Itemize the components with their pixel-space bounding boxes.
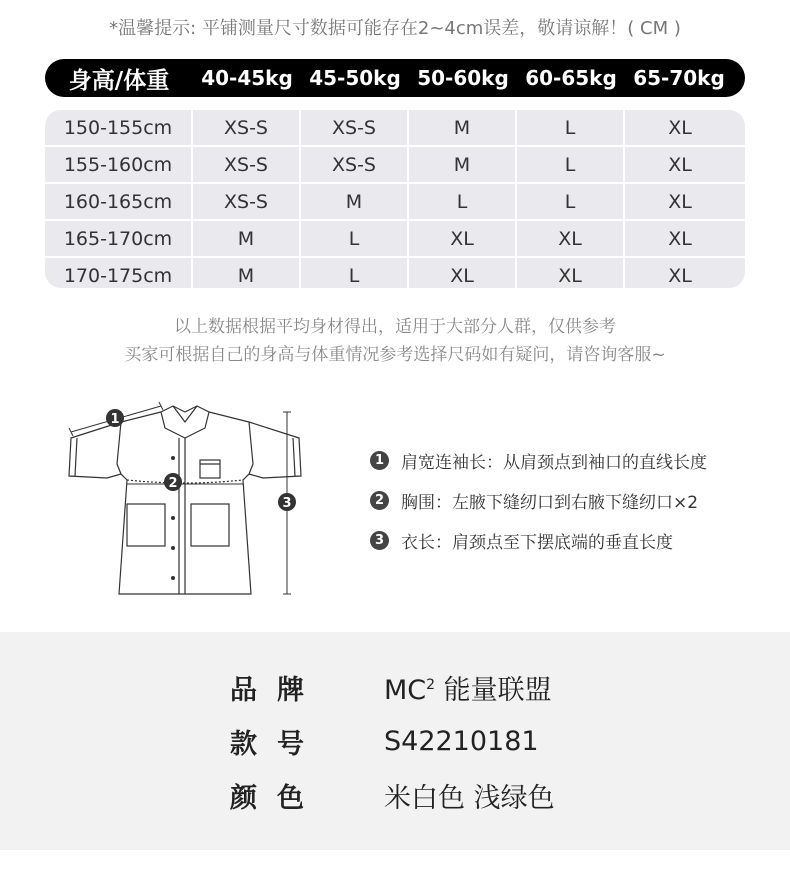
- row-height: 160-165cm: [45, 184, 193, 219]
- legend-text: 衣长：肩颈点至下摆底端的垂直长度: [401, 532, 673, 553]
- size-cell: M: [409, 147, 517, 182]
- size-cell: XL: [409, 258, 517, 288]
- size-cell: XS-S: [301, 110, 409, 145]
- legend-item: [370, 440, 707, 480]
- row-height: 170-175cm: [45, 258, 193, 288]
- size-chart-header: [45, 59, 745, 97]
- legend-text: 胸围：左腋下缝纫口到右腋下缝纫口×2: [401, 492, 699, 513]
- brand-row: [0, 662, 790, 712]
- svg-text:1: 1: [110, 412, 120, 427]
- table-row: [45, 110, 745, 147]
- size-cell: M: [409, 110, 517, 145]
- row-height: 155-160cm: [45, 147, 193, 182]
- svg-text:2: 2: [168, 476, 178, 491]
- legend-number: 3: [370, 531, 389, 550]
- size-cell: XL: [668, 153, 692, 176]
- header-weight: 65-70kg: [633, 66, 725, 90]
- product-info-panel: [0, 632, 790, 850]
- svg-text:3: 3: [282, 496, 292, 511]
- marker-3: [278, 493, 296, 511]
- legend-number: 1: [370, 451, 389, 470]
- size-cell: XS-S: [193, 147, 301, 182]
- model-value: S42210181: [384, 725, 539, 757]
- size-cell: L: [517, 184, 625, 219]
- table-row: [45, 184, 745, 221]
- size-cell: XS-S: [193, 184, 301, 219]
- row-height: 150-155cm: [45, 110, 193, 145]
- legend-number: 2: [370, 491, 389, 510]
- size-cell: M: [193, 258, 301, 288]
- marker-1: [106, 409, 124, 427]
- size-cell: XS-S: [193, 110, 301, 145]
- color-row: [0, 770, 790, 820]
- table-row: [45, 221, 745, 258]
- header-height-weight: 身高/体重: [68, 67, 170, 94]
- size-cell: L: [301, 221, 409, 256]
- size-cell: XL: [668, 116, 692, 139]
- size-cell: XL: [668, 227, 692, 250]
- garment-measurement-diagram: [55, 398, 315, 603]
- legend-item: [370, 480, 707, 520]
- header-weight: 40-45kg: [201, 66, 293, 90]
- size-cell: XS-S: [301, 147, 409, 182]
- table-row: [45, 147, 745, 184]
- size-chart-table: [45, 110, 745, 288]
- size-cell: XL: [409, 221, 517, 256]
- size-cell: L: [301, 258, 409, 288]
- table-row: [45, 258, 745, 288]
- color-value: 米白色 浅绿色: [384, 782, 555, 814]
- header-weight: 60-65kg: [525, 66, 617, 90]
- size-cell: M: [193, 221, 301, 256]
- note-line-1: 以上数据根据平均身材得出，适用于大部分人群，仅供参考: [174, 317, 616, 337]
- measurement-notice: *温馨提示: 平铺测量尺寸数据可能存在2~4cm误差，敬请谅解！( CM ): [109, 18, 681, 39]
- model-label: 款号: [230, 728, 324, 760]
- size-cell: L: [517, 147, 625, 182]
- size-cell: M: [301, 184, 409, 219]
- measurement-legend: [370, 440, 707, 560]
- brand-value: $MC^2$ 能量联盟: [384, 674, 552, 706]
- size-cell: XL: [517, 221, 625, 256]
- marker-2: [164, 473, 182, 491]
- size-cell: L: [409, 184, 517, 219]
- note-line-2: 买家可根据自己的身高与体重情况参考选择尺码如有疑问，请咨询客服~: [124, 345, 666, 365]
- header-weight: 45-50kg: [309, 66, 401, 90]
- size-cell: L: [517, 110, 625, 145]
- size-cell: XL: [668, 264, 692, 287]
- size-cell: XL: [517, 258, 625, 288]
- legend-text: 肩宽连袖长：从肩颈点到袖口的直线长度: [401, 452, 707, 473]
- row-height: 165-170cm: [45, 221, 193, 256]
- model-row: [0, 716, 790, 766]
- brand-label: 品牌: [230, 674, 324, 706]
- color-label: 颜色: [230, 782, 324, 814]
- legend-item: [370, 520, 707, 560]
- header-weight: 50-60kg: [417, 66, 509, 90]
- size-cell: XL: [668, 190, 692, 213]
